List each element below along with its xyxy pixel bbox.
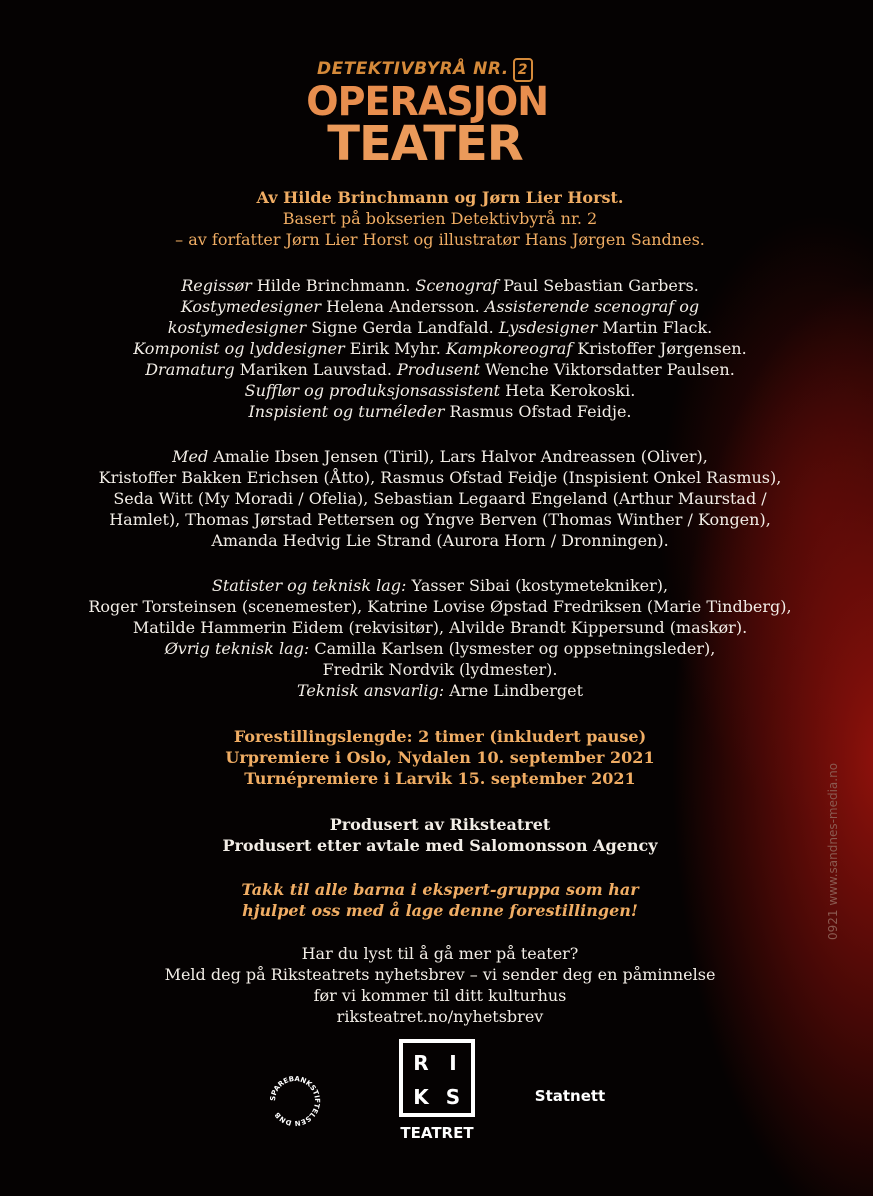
person-text: Wenche Viktorsdatter Paulsen.: [480, 360, 735, 379]
person-text: Roger Torsteinsen (scenemester), Katrine Lovise Øpstad Fredriksen (Marie Tindberg),: [88, 597, 792, 616]
credits-line: [60, 296, 820, 317]
person-text: Kristoffer Bakken Erichsen (Åtto), Rasmus Ofstad Feidje (Inspisient Onkel Rasmus),: [98, 468, 782, 487]
svg-text:SPAREBANKSTIFTELSEN DNB: [269, 1075, 321, 1127]
newsletter-line: Meld deg på Riksteatrets nyhetsbrev – vi sender deg en påminnelse: [164, 965, 716, 984]
newsletter-line: før vi kommer til ditt kulturhus: [313, 986, 567, 1005]
role-label: Kostymedesigner: [180, 297, 322, 316]
logo-title-2: TEATER: [327, 116, 523, 172]
role-label: Assisterende scenograf og: [484, 297, 700, 316]
crew-line: [60, 680, 820, 701]
newsletter-line: Har du lyst til å gå mer på teater?: [301, 944, 579, 963]
role-label: Teknisk ansvarlig:: [296, 681, 445, 700]
show-logo: [300, 58, 550, 172]
person-text: Helena Andersson.: [321, 297, 485, 316]
performance-line: Forestillingslengde: 2 timer (inkludert pause): [233, 727, 647, 746]
statnett-logo: Statnett: [534, 1087, 606, 1105]
person-text: Seda Witt (My Moradi / Ofelia), Sebastian Legaard Engeland (Arthur Maurstad /: [113, 489, 767, 508]
role-label: Lysdesigner: [498, 318, 598, 337]
riksteatret-logo: [399, 1039, 475, 1117]
credits-line: [60, 359, 820, 380]
performance-line: Turnépremiere i Larvik 15. september 2021: [244, 769, 636, 788]
person-text: Matilde Hammerin Eidem (rekvisitør), Alvilde Brandt Kippersund (maskør).: [132, 618, 748, 637]
intro-block: [60, 187, 820, 250]
person-text: Kristoffer Jørgensen.: [572, 339, 747, 358]
logo-series-text: DETEKTIVBYRÅ NR.: [316, 59, 509, 79]
cast-line: [60, 488, 820, 509]
person-text: Amalie Ibsen Jensen (Tiril), Lars Halvor Andreassen (Oliver),: [208, 447, 708, 466]
sparebank-logo-text: SPAREBANKSTIFTELSEN DNB: [268, 1074, 322, 1128]
role-label: Regissør: [181, 276, 252, 295]
crew-line: [60, 659, 820, 680]
intro-line: Av Hilde Brinchmann og Jørn Lier Horst.: [256, 188, 624, 207]
crew-line: [60, 638, 820, 659]
cast-line: [60, 446, 820, 467]
sparebank-logo: [266, 1072, 324, 1130]
role-label: Komponist og lyddesigner: [133, 339, 345, 358]
credits-line: [60, 317, 820, 338]
crew-line: [60, 596, 820, 617]
person-text: Amanda Hedvig Lie Strand (Aurora Horn / Dronningen).: [211, 531, 669, 550]
crew-line: [60, 575, 820, 596]
crew-line: [60, 617, 820, 638]
person-text: Martin Flack.: [597, 318, 713, 337]
performance-line: Urpremiere i Oslo, Nydalen 10. september 2021: [225, 748, 655, 767]
person-text: Yasser Sibai (kostymetekniker),: [406, 576, 669, 595]
cast-block: [60, 446, 820, 551]
role-label: Inspisient og turnéleder: [248, 402, 445, 421]
riks-letter: K: [413, 1085, 429, 1109]
cast-line: [60, 530, 820, 551]
credits-block: [60, 275, 820, 422]
newsletter-block: [60, 943, 820, 1027]
role-label: Kampkoreograf: [445, 339, 573, 358]
riks-letter: R: [413, 1051, 429, 1075]
thanks-line: Takk til alle barna i ekspert-gruppa som har: [241, 880, 639, 899]
person-text: Arne Lindberget: [444, 681, 584, 700]
role-label: Sufflør og produksjonsassistent: [244, 381, 501, 400]
person-text: Hamlet), Thomas Jørstad Pettersen og Yngve Berven (Thomas Winther / Kongen),: [109, 510, 771, 529]
role-label: Produsent: [397, 360, 481, 379]
riks-letter: I: [449, 1051, 457, 1075]
role-label: kostymedesigner: [167, 318, 307, 337]
thanks-block: [60, 879, 820, 921]
credits-line: [60, 275, 820, 296]
logo-title-1: OPERASJON: [306, 79, 549, 125]
person-text: Rasmus Ofstad Feidje.: [444, 402, 632, 421]
producer-line: Produsert av Riksteatret: [329, 815, 551, 834]
cast-line: [60, 509, 820, 530]
producer-block: [60, 814, 820, 856]
riksteatret-logo-text: TEATRET: [400, 1124, 474, 1142]
producer-line: Produsert etter avtale med Salomonsson Agency: [222, 836, 658, 855]
riks-letter: S: [445, 1085, 461, 1109]
intro-line: – av forfatter Jørn Lier Horst og illustratør Hans Jørgen Sandnes.: [175, 230, 705, 249]
person-text: Paul Sebastian Garbers.: [498, 276, 699, 295]
person-text: Eirik Myhr.: [344, 339, 446, 358]
side-credit: 0921 www.sandnes-media.no: [826, 762, 840, 940]
cast-line: [60, 467, 820, 488]
intro-line: Basert på bokserien Detektivbyrå nr. 2: [282, 209, 598, 228]
person-text: Fredrik Nordvik (lydmester).: [322, 660, 558, 679]
role-label: Med: [172, 447, 209, 466]
crew-block: [60, 575, 820, 701]
logo-series-number: 2: [513, 58, 533, 82]
person-text: Camilla Karlsen (lysmester og oppsetningsleder),: [309, 639, 716, 658]
credits-line: [60, 338, 820, 359]
person-text: Heta Kerokoski.: [500, 381, 636, 400]
person-text: Signe Gerda Landfald.: [306, 318, 499, 337]
role-label: Statister og teknisk lag:: [211, 576, 407, 595]
person-text: Hilde Brinchmann.: [251, 276, 416, 295]
credits-line: [60, 401, 820, 422]
role-label: Scenograf: [415, 276, 499, 295]
role-label: Øvrig teknisk lag:: [164, 639, 310, 658]
performance-block: [60, 726, 820, 789]
person-text: Mariken Lauvstad.: [234, 360, 398, 379]
credits-line: [60, 380, 820, 401]
role-label: Dramaturg: [145, 360, 235, 379]
newsletter-link[interactable]: riksteatret.no/nyhetsbrev: [336, 1007, 544, 1026]
thanks-line: hjulpet oss med å lage denne forestillingen!: [242, 901, 638, 920]
